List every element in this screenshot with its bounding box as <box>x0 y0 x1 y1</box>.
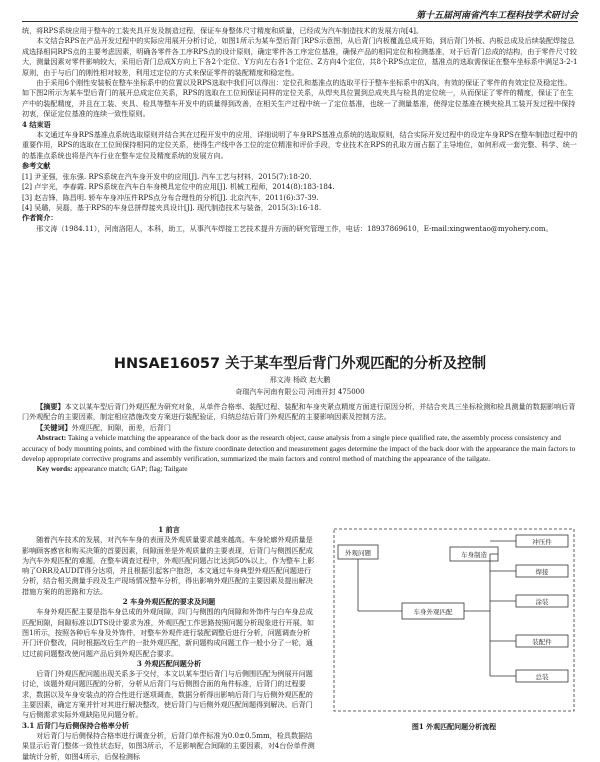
body-paragraph-3: 后背门外观匹配问题出现关系多于交付，本文以某车型后背门与后侧围匹配为例展开问题讨论，该题外观问题匹配的分析，分析从后背门与后侧围合面的角件标准，后背门的过程要求，数据以及车身安装点的符合性进行逐项调查，数据分析得出影响后背门与后侧外观匹配的主要因素，确定方案并针对其进行解决整改，使后背门与后侧外观匹配间题得到解决。后背门与后侧需求实际外观缺陷见问题分析。 <box>22 669 313 720</box>
flow-node: 装配件 <box>532 638 552 646</box>
prev-article <box>22 26 578 234</box>
prev-paragraph-4: 本文通过车身RPS基准点系统选取原则并结合其在过程开发中的应用，详细说明了车身RPS基准点系统的选取原则，结合实际开发过程中的设定车身RPS在整车制造过程中的重要作用，RPS的选取在工位间保持相同的定位关系，使得生产线中各工位的定位精准和评价手段，专业技术在RPS的孔取方面占据了主导地位，如何形成一套完整、科学、统一的基准点系统也将是汽车行业在整车定位及精度系统的发展方向。 <box>22 130 578 160</box>
section-heading-3: 3 外观匹配问题分析 <box>136 658 202 668</box>
prev-paragraph-1: 统，将RPS系统应用于整车的工装夹具开发及制造过程，保证车身整体尺寸精度和质量，已经成为汽车制造技术的发展方向[4]。 <box>22 26 423 35</box>
flow-node: 车身制造 <box>461 551 487 559</box>
flow-node: 总装 <box>535 673 549 681</box>
prev-paragraph-2: 本文结合RPS在产品开发过程中的实际应用展开分析讨论，如图1所示为某车型后背门RPS示意图，从后背门内板覆盖总成开始，到后背门外板、内板总成及后续装配焊接总成选择相同RPS点的主要考虑因素，明确各零件各工序RPS点的设计原则，确定零件各工序定位基准，确保产品的相同定位和检测基准，对于后背门总成的结构，由于零件尺寸较大，测量因素对零件影响较大，采用后背门总成X方向上下各2个定位、Y方向左右各1个定位、Z方向4个定位，共8个RPS点定位，基准点的选取需保证在整车坐标系中满足3-2-1原则，由于与后门的刚性相对较差，利用过定位的方式来保证零件的装配精度和稳定性。 <box>22 36 578 77</box>
references-heading: 参考文献 <box>22 161 51 171</box>
flow-node: 外观问题 <box>345 549 371 557</box>
body-left-column <box>22 525 316 762</box>
body-paragraph-1: 随着汽车技术的发展，对汽车车身的表面及外观质量要求越来越高。车身轮廓外观质量是影响顾客感官和购买决策的首要因素，间隙面差是外观质量的主要表现，后背门与侧围匹配成为汽车外观匹配的难题，在整车调查过程中，外观匹配问题占比达到50%以上，作为整车上影响了ORR及AUDIT得分达项，并且根据引起客户抱怨，本文通过车身典型外观匹配问题进行分析，结合相关测量手段及生产现场情况整车分析，得出影响外观匹配的主要因素及提出解决措施方案的的思路和方法。 <box>22 535 315 596</box>
abstract-label: 【摘要】 <box>36 402 65 411</box>
prev-paragraph-3: 由于采用6个刚性安装板在整车坐标系中的位置以及RPS选取中我们可以得出：定位孔和基准点的选取平行于整车坐标系中的X向，有效的保证了零件的有效定位及稳定性。如下图2所示为某车型后背门的展开总成定位关系，RPS的选取在工位间保证同样的定位关系，从焊夹具位置到总成夹具与检具的定位统一，从而保证了零件的精度，保证了在生产中的装配精度，并且在工装、夹具、检具等整车开发中的质量得到改善，在相关生产过程中统一了定位基准，也统一了测量基准，使得定位基准在模夹检具工装开发过程中保持初衷，保证定位基准的连续一致性原则。 <box>22 78 576 119</box>
reference-item: [1] 尹亚强，张东强. RPS系统在汽车身开发中的应用[J]. 汽车工艺与材料，2015(7):18-20. <box>22 171 312 181</box>
flow-node: 车身外观匹配 <box>413 608 453 616</box>
article-affiliation: 奇瑞汽车河南有限公司 河南开封 475000 <box>235 388 365 396</box>
article-authors: 邢文涛 杨政 赵大鹏 <box>269 376 331 384</box>
abstract-en: Taking a vehicle matching the appearance of the back door as the research object, cause analysis from a single piece qualified rate, the assembly process consistency and accuracy of body mounting points, and combined with the fixture coordinate detection and measurement gages determine the impact of the back door with the appearance the main factors to develop appropriate corrective programs and assembly verification, summarized the main factors and control method of matching the appearance of the tailgate. <box>22 433 576 464</box>
keywords-en-label: Key words: <box>36 464 73 474</box>
article-title: HNSAE16057 关于某车型后背门外观匹配的分析及控制 <box>113 356 487 372</box>
figure-caption: 图1 外观匹配问题分析流程 <box>411 722 497 731</box>
reference-item: [4] 吴璐，吴磊，基于RPS的车身总拼焊接夹具设计[J]. 现代制造技术与装备，2015(3):16-18. <box>22 202 322 212</box>
section-heading-2: 2 车身外观匹配的要求及问题 <box>122 597 216 607</box>
body-paragraph-2: 车身外观匹配主要是指车身总成的外观间隙，四门与侧围的内间隙和外饰件与白车身总成匹配间隙，间隙标准以DTS设计要求为准，外观匹配工作思路按照问题分析现象进行开展，如图1所示，按照各种后车身及外饰件，对整车外观件进行装配调整后进行分析，问题调查分析开门评价整改，同时根据改后生产的一批外观匹配，新问题构成问题工作一般小分了一轮，通过过前问题整改使问题产品后到外观匹配合要求。 <box>22 607 314 658</box>
reference-item: [2] 卢宇光，李春霞. RPS系统在汽车白车身模具定位中的应用[J]. 机械工程师，2014(8):183-184. <box>22 182 335 192</box>
flow-node: 焊接 <box>535 568 549 576</box>
abstract-en-label: Abstract: <box>36 433 67 443</box>
body-paragraph-3-1: 对后背门与后侧保持合格率进行调查分析，后背门单件标准为0.0±0.5mm，检具数据结果显示后背门整体一致性状态好，如图3所示，不足影响配合间隙的主要因素，对4台份单件测量统计分析，如图4所示，后保检测标 <box>22 730 315 761</box>
flow-node: 涂装 <box>535 598 549 606</box>
subsection-heading-3-1: 3.1 后背门与后侧保持合格率分析 <box>22 720 130 730</box>
flow-node: 冲压件 <box>532 538 552 546</box>
header-rule <box>22 21 578 22</box>
abstract-block <box>22 402 578 475</box>
flowchart-figure <box>330 525 578 715</box>
prev-section-heading: 4 结束语 <box>22 119 51 129</box>
reference-item: [3] 赵吉锋，陈昌明. 轿车车身冲压件RPS点分布合理性的分析[J]. 北京汽车，2011(6):37-39. <box>22 192 319 202</box>
journal-header: 第十五届河南省汽车工程科技学术研讨会 <box>415 11 578 21</box>
author-bio-label: 作者简介： <box>22 213 58 223</box>
keywords-cn: 外观匹配，间隙，面差，后背门 <box>71 422 171 432</box>
keywords-label: 【关键词】 <box>36 422 72 432</box>
keywords-en: appearance match; GAP; flag; Tailgate <box>74 464 188 474</box>
section-heading-1: 1 前言 <box>158 525 180 534</box>
author-bio: 邢文涛（1984.11），河南洛阳人，本科，助工，从事汽车焊接工艺技术提升方面的研究管理工作，电话：18937869610，E-mail:xingwentao@myohery.com。 <box>36 223 553 233</box>
abstract-cn: 本文以某车型后背门外观匹配为研究对象，从单件合格率、装配过程、装配和车身夹紧点精度方面进行原因分析，并结合夹具三坐标检测和检具测量的数据影响后背门外观配合的主要因素，制定相应措施改变方案进行装配验证，归纳总结后背门外观匹配的主要影响因素及控制方法。 <box>22 402 576 422</box>
